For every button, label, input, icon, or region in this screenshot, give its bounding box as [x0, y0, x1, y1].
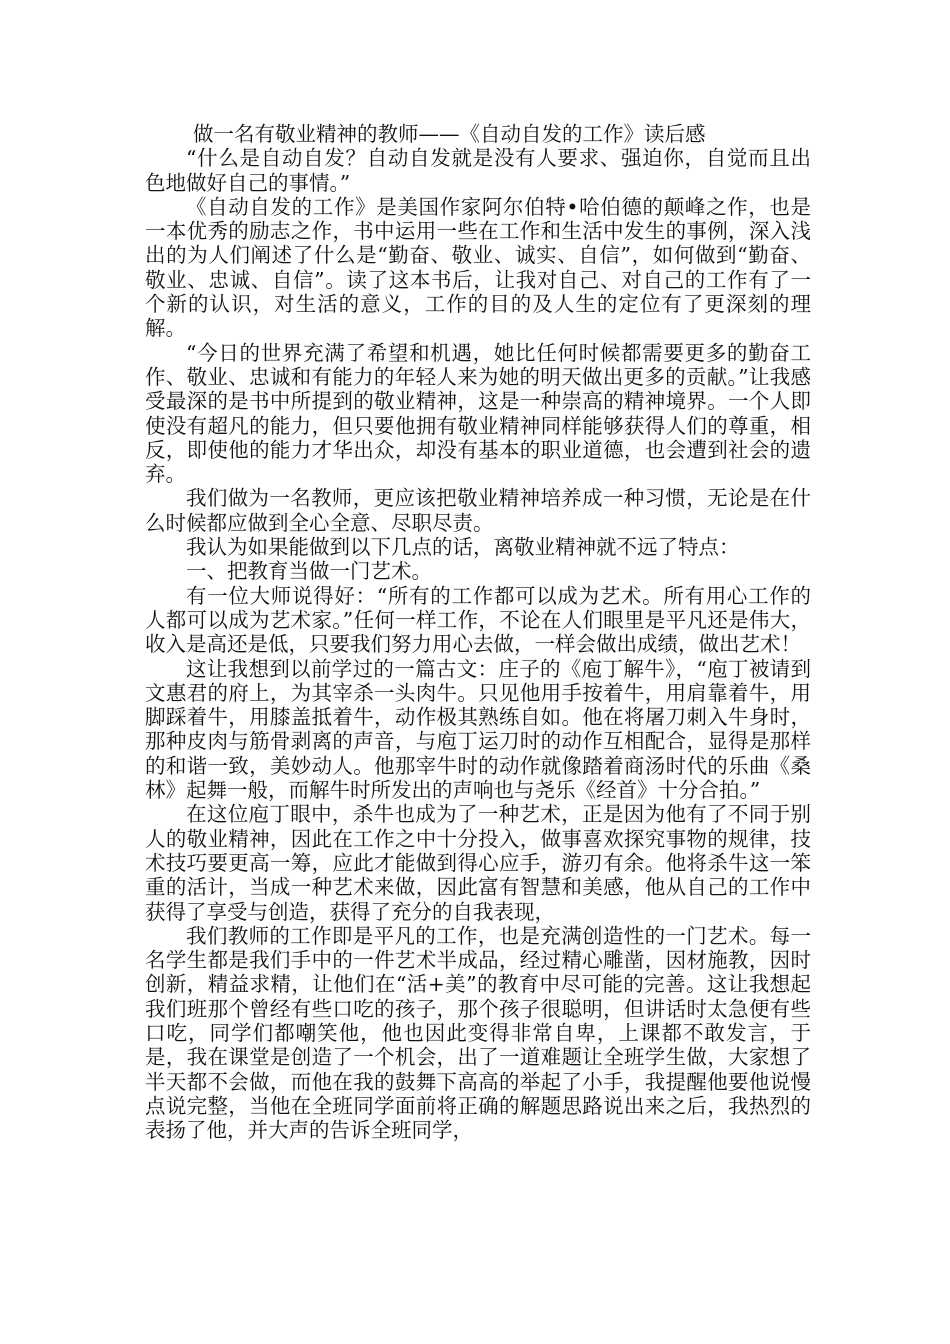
- paragraph-6: 一、把教育当做一门艺术。: [186, 559, 432, 584]
- paragraph-9: 在这位庖丁眼中，杀牛也成为了一种艺术，正是因为他有了不同于别人的敬业精神，因此在工作之中十分投入，做事喜欢探究事物的规律，技术技巧要更高一筹，应此才能做到得心应手，游刃有余。他将杀牛这一笨重的活计，当成一种艺术来做，因此富有智慧和美感，他从自己的工作中获得了享受与创造，获得了充分的自我表现，: [145, 802, 811, 924]
- paragraph-5: 我认为如果能做到以下几点的话，离敬业精神就不远了特点：: [186, 535, 740, 560]
- paragraph-8: 这让我想到以前学过的一篇古文：庄子的《庖丁解牛》，“庖丁被请到文惠君的府上，为其宰杀一头肉牛。只见他用手按着牛，用肩靠着牛，用脚踩着牛，用膝盖抵着牛，动作极其熟练自如。他在将屠刀刺入牛身时，那种皮肉与筋骨剥离的声音，与庖丁运刀时的动作互相配合，显得是那样的和谐一致，美妙动人。他那宰牛时的动作就像踏着商汤时代的乐曲《桑林》起舞一般，而解牛时所发出的声响也与尧乐《经首》十分合拍。”: [145, 656, 811, 803]
- paragraph-2: 《自动自发的工作》是美国作家阿尔伯特•哈伯德的颠峰之作，也是一本优秀的励志之作，书中运用一些在工作和生活中发生的事例，深入浅出的为人们阐述了什么是“勤奋、敬业、诚实、自信”，如何做到“勤奋、敬业、忠诚、自信”。读了这本书后，让我对自己、对自己的工作有了一个新的认识，对生活的意义，工作的目的及人生的定位有了更深刻的理解。: [145, 194, 811, 341]
- paragraph-10: 我们教师的工作即是平凡的工作，也是充满创造性的一门艺术。每一名学生都是我们手中的一件艺术半成品，经过精心雕凿，因材施教，因时创新，精益求精，让他们在“活+美”的教育中尽可能的完善。这让我想起我们班那个曾经有些口吃的孩子，那个孩子很聪明，但讲话时太急便有些口吃，同学们都嘲笑他，他也因此变得非常自卑，上课都不敢发言，于是，我在课堂是创造了一个机会，出了一道难题让全班学生做，大家想了半天都不会做，而他在我的鼓舞下高高的举起了小手，我提醒他要他说慢点说完整，当他在全班同学面前将正确的解题思路说出来之后，我热烈的表扬了他，并大声的告诉全班同学，: [145, 923, 811, 1143]
- paragraph-3: “今日的世界充满了希望和机遇，她比任何时候都需要更多的勤奋工作、敬业、忠诚和有能力的年轻人来为她的明天做出更多的贡献。”让我感受最深的是书中所提到的敬业精神，这是一种崇高的精神境界。一个人即使没有超凡的能力，但只要他拥有敬业精神同样能够获得人们的尊重，相反，即使他的能力才华出众，却没有基本的职业道德，也会遭到社会的遗弃。: [145, 340, 811, 487]
- document-page: [145, 122, 811, 1142]
- document-title: 做一名有敬业精神的教师——《自动自发的工作》读后感: [193, 122, 706, 146]
- paragraph-7: 有一位大师说得好：“所有的工作都可以成为艺术。所有用心工作的人都可以成为艺术家。”任何一样工作，不论在人们眼里是平凡还是伟大，收入是高还是低，只要我们努力用心去做，一样会做出成绩，做出艺术！: [145, 583, 811, 657]
- paragraph-1: “什么是自动自发？自动自发就是没有人要求、强迫你，自觉而且出色地做好自己的事情。”: [145, 146, 811, 195]
- paragraph-4: 我们做为一名教师，更应该把敬业精神培养成一种习惯，无论是在什么时候都应做到全心全意、尽职尽责。: [145, 486, 811, 535]
